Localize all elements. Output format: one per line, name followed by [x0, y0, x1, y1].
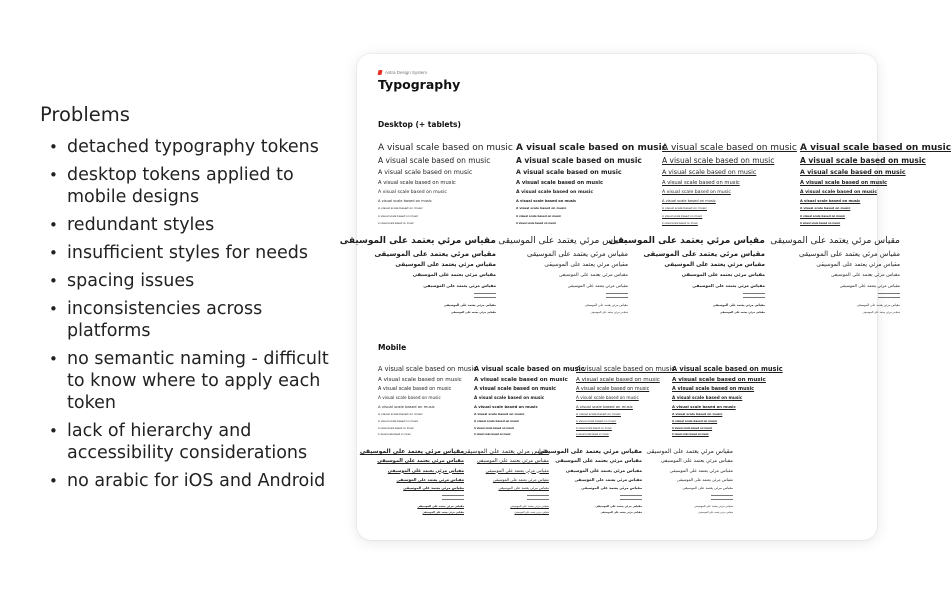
type-sample: مقياس مرئي يعتمد على الموسيقى [799, 250, 900, 258]
type-sample: A visual scale based on music [378, 213, 419, 218]
type-sample: مقياس مرئي يعتمد على الموسيقى [498, 236, 628, 246]
type-sample: A visual scale based on music [662, 180, 740, 186]
type-sample: مقياس مرئي يعتمد على الموسيقى [712, 303, 765, 307]
type-sample: مقياس مرئي يعتمد على الموسيقى [567, 283, 628, 288]
type-sample: A visual scale based on music [662, 199, 716, 203]
problem-item: • lack of hierarchy and accessibility considerations [40, 420, 330, 464]
problems-panel [40, 103, 330, 498]
type-sample: مقياس مرئي يعتمد على الموسيقى [359, 448, 464, 455]
type-sample: مقياس مرئي يعتمد على الموسيقى [417, 504, 464, 508]
mobile-section-title: Mobile [378, 343, 407, 352]
typography-document-card [339, 54, 951, 540]
divider [442, 495, 464, 496]
divider [878, 293, 900, 294]
type-sample: A visual scale based on music [378, 206, 423, 210]
type-sample: مقياس مرئي يعتمد على الموسيقى [492, 476, 549, 482]
type-sample: A visual scale based on music [576, 386, 650, 392]
arabic-type-scale [647, 447, 733, 517]
type-sample: A visual scale based on music [662, 169, 757, 176]
divider [442, 499, 464, 500]
brand-logo-icon [377, 70, 382, 75]
type-sample: مقياس مرئي يعتمد على الموسيقى [646, 448, 733, 455]
type-sample: مقياس مرئي يعتمد على الموسيقى [339, 236, 496, 246]
type-sample: A visual scale based on music [378, 433, 411, 436]
type-sample: مقياس مرئي يعتمد على الموسيقى [374, 250, 496, 258]
type-sample: A visual scale based on music [516, 190, 594, 195]
type-sample: A visual scale based on music [576, 377, 660, 383]
divider [711, 499, 733, 500]
type-sample: A visual scale based on music [378, 427, 414, 430]
type-sample: A visual scale based on music [576, 427, 612, 430]
type-sample: A visual scale based on music [672, 403, 736, 409]
type-sample: مقياس مرئي يعتمد على الموسيقى [537, 448, 642, 455]
type-sample: مقياس مرئي يعتمد على الموسيقى [676, 476, 733, 482]
type-sample: A visual scale based on music [576, 411, 621, 416]
type-sample: A visual scale based on music [516, 169, 622, 176]
type-sample: A visual scale based on music [378, 221, 414, 225]
type-sample: A visual scale based on music [474, 365, 585, 373]
type-sample: A visual scale based on music [662, 190, 731, 195]
divider [527, 495, 549, 496]
divider [711, 495, 733, 496]
type-sample: A visual scale based on music [800, 169, 906, 176]
type-sample: A visual scale based on music [378, 395, 441, 400]
type-sample: مقياس مرئي يعتمد على الموسيقى [856, 303, 900, 307]
type-sample: مقياس مرئي يعتمد على الموسيقى [681, 273, 765, 278]
type-sample: مقياس مرئي يعتمد على الموسيقى [574, 476, 642, 482]
type-sample: مقياس مرئي يعتمد على الموسيقى [565, 468, 642, 474]
type-sample: A visual scale based on music [516, 206, 567, 210]
type-sample: مقياس مرئي يعتمد على الموسيقى [581, 486, 642, 490]
problem-item: • desktop tokens applied to mobile designs [40, 164, 330, 208]
type-sample: مقياس مرئي يعتمد على الموسيقى [694, 504, 733, 508]
type-sample: A visual scale based on music [378, 411, 423, 416]
type-sample: مقياس مرئي يعتمد على الموسيقى [816, 262, 900, 268]
type-sample: A visual scale based on music [474, 419, 520, 423]
type-sample: A visual scale based on music [378, 143, 513, 153]
type-sample: A visual scale based on music [672, 377, 766, 383]
type-sample: مقياس مرئي يعتمد على الموسيقى [485, 468, 549, 474]
type-sample: مقياس مرئي يعتمد على الموسيقى [412, 273, 496, 278]
type-sample: مقياس مرئي يعتمد على الموسيقى [660, 458, 733, 464]
problems-heading: Problems [40, 103, 130, 126]
type-sample: مقياس مرئي يعتمد على الموسيقى [698, 511, 733, 514]
type-sample: A visual scale based on music [576, 433, 609, 436]
type-sample: A visual scale based on music [378, 377, 462, 383]
document-content [339, 54, 951, 540]
type-sample: مقياس مرئي يعتمد على الموسيقى [862, 311, 900, 314]
arabic-type-scale [359, 447, 464, 517]
divider [743, 297, 765, 298]
type-sample: A visual scale based on music [800, 190, 878, 195]
type-sample: مقياس مرئي يعتمد على الموسيقى [527, 250, 628, 258]
type-sample: A visual scale based on music [474, 411, 525, 416]
arabic-type-scale [608, 234, 765, 316]
type-sample: A visual scale based on music [516, 199, 577, 203]
divider [620, 499, 642, 500]
type-sample: مقياس مرئي يعتمد على الموسيقى [462, 448, 549, 455]
type-sample: A visual scale based on music [576, 365, 675, 373]
type-sample: مقياس مرئي يعتمد على الموسيقى [422, 511, 464, 514]
type-sample: مقياس مرئي يعتمد على الموسيقى [377, 458, 464, 464]
type-sample: A visual scale based on music [672, 365, 783, 373]
type-sample: مقياس مرئي يعتمد على الموسيقى [830, 273, 900, 278]
type-sample: A visual scale based on music [474, 386, 557, 392]
arabic-type-scale [462, 447, 549, 517]
desktop-section-title: Desktop (+ tablets) [378, 120, 461, 129]
arabic-type-scale [770, 234, 900, 316]
type-sample: مقياس مرئي يعتمد على الموسيقى [643, 250, 765, 258]
type-sample: A visual scale based on music [800, 213, 846, 218]
type-sample: A visual scale based on music [516, 143, 668, 153]
type-sample: A visual scale based on music [576, 419, 617, 423]
type-sample: مقياس مرئي يعتمد على الموسيقى [555, 458, 642, 464]
type-sample: مقياس مرئي يعتمد على الموسيقى [770, 236, 900, 246]
type-sample: A visual scale based on music [516, 156, 642, 165]
english-type-scale [474, 364, 585, 439]
type-sample: A visual scale based on music [800, 180, 888, 186]
problem-item: • redundant styles [40, 214, 330, 236]
type-sample: مقياس مرئي يعتمد على الموسيقى [590, 311, 628, 314]
type-sample: A visual scale based on music [662, 143, 797, 153]
type-sample: A visual scale based on music [474, 427, 515, 430]
type-sample: A visual scale based on music [378, 386, 452, 392]
type-sample: A visual scale based on music [474, 377, 568, 383]
type-sample: مقياس مرئي يعتمد على الموسيقى [498, 486, 549, 490]
divider [527, 499, 549, 500]
type-sample: A visual scale based on music [800, 143, 951, 153]
type-sample: مقياس مرئي يعتمد على الموسيقى [387, 468, 464, 474]
type-sample: A visual scale based on music [672, 433, 709, 436]
type-sample: A visual scale based on music [672, 427, 713, 430]
divider [606, 293, 628, 294]
type-sample: مقياس مرئي يعتمد على الموسيقى [669, 468, 733, 474]
type-sample: A visual scale based on music [800, 156, 926, 165]
type-sample: مقياس مرئي يعتمد على الموسيقى [719, 311, 765, 314]
problems-list [40, 136, 330, 492]
divider [606, 297, 628, 298]
type-sample: A visual scale based on music [474, 433, 511, 436]
type-sample: A visual scale based on music [800, 221, 841, 225]
english-type-scale [516, 142, 667, 227]
divider [474, 293, 496, 294]
english-type-scale [800, 142, 951, 227]
type-sample: مقياس مرئي يعتمد على الموسيقى [682, 486, 733, 490]
type-sample: A visual scale based on music [516, 213, 562, 218]
type-sample: مقياس مرئي يعتمد على الموسيقى [423, 283, 496, 288]
type-sample: A visual scale based on music [378, 180, 456, 186]
problem-item: • no arabic for iOS and Android [40, 470, 330, 492]
type-sample: مقياس مرئي يعتمد على الموسيقى [664, 262, 765, 268]
type-sample: مقياس مرئي يعتمد على الموسيقى [692, 283, 765, 288]
type-sample: A visual scale based on music [672, 411, 723, 416]
type-sample: A visual scale based on music [662, 156, 775, 165]
type-sample: مقياس مرئي يعتمد على الموسيقى [476, 458, 549, 464]
type-sample: مقياس مرئي يعتمد على الموسيقى [544, 262, 628, 268]
type-sample: A visual scale based on music [800, 199, 861, 203]
type-sample: مقياس مرئي يعتمد على الموسيقى [450, 311, 496, 314]
type-sample: A visual scale based on music [516, 180, 604, 186]
type-sample: A visual scale based on music [576, 395, 639, 400]
problem-item: • spacing issues [40, 270, 330, 292]
brand-name: Astra Design System [385, 70, 428, 75]
problem-item: • no semantic naming - difficult to know where to apply each token [40, 348, 330, 414]
divider [878, 297, 900, 298]
type-sample: مقياس مرئي يعتمد على الموسيقى [514, 511, 549, 514]
type-sample: A visual scale based on music [672, 395, 743, 400]
type-sample: A visual scale based on music [378, 169, 473, 176]
type-sample: A visual scale based on music [672, 419, 718, 423]
type-sample: مقياس مرئي يعتمد على الموسيقى [396, 476, 464, 482]
type-sample: A visual scale based on music [662, 221, 698, 225]
type-sample: مقياس مرئي يعتمد على الموسيقى [595, 504, 642, 508]
type-sample: مقياس مرئي يعتمد على الموسيقى [584, 303, 628, 307]
type-sample: A visual scale based on music [800, 206, 851, 210]
problem-item: • insufficient styles for needs [40, 242, 330, 264]
divider [620, 495, 642, 496]
type-sample: A visual scale based on music [662, 213, 703, 218]
brand-header [378, 70, 427, 75]
english-type-scale [378, 142, 513, 227]
type-sample: مقياس مرئي يعتمد على الموسيقى [600, 511, 642, 514]
type-sample: A visual scale based on music [378, 365, 477, 373]
arabic-type-scale [537, 447, 642, 517]
english-type-scale [576, 364, 675, 439]
type-sample: A visual scale based on music [378, 419, 419, 423]
type-sample: مقياس مرئي يعتمد على الموسيقى [443, 303, 496, 307]
divider [743, 293, 765, 294]
english-type-scale [378, 364, 477, 439]
divider [474, 297, 496, 298]
type-sample: مقياس مرئي يعتمد على الموسيقى [608, 236, 765, 246]
type-sample: A visual scale based on music [672, 386, 755, 392]
document-title: Typography [378, 77, 461, 92]
type-sample: A visual scale based on music [474, 403, 538, 409]
type-sample: A visual scale based on music [516, 221, 557, 225]
type-sample: مقياس مرئي يعتمد على الموسيقى [510, 504, 549, 508]
type-sample: A visual scale based on music [378, 156, 491, 165]
problem-item: • inconsistencies across platforms [40, 298, 330, 342]
type-sample: A visual scale based on music [378, 403, 435, 409]
type-sample: A visual scale based on music [576, 403, 633, 409]
type-sample: مقياس مرئي يعتمد على الموسيقى [403, 486, 464, 490]
english-type-scale [662, 142, 797, 227]
type-sample: A visual scale based on music [378, 199, 432, 203]
type-sample: مقياس مرئي يعتمد على الموسيقى [558, 273, 628, 278]
english-type-scale [672, 364, 783, 439]
arabic-type-scale [339, 234, 496, 316]
type-sample: مقياس مرئي يعتمد على الموسيقى [839, 283, 900, 288]
type-sample: مقياس مرئي يعتمد على الموسيقى [395, 262, 496, 268]
type-sample: A visual scale based on music [378, 190, 447, 195]
problem-item: • detached typography tokens [40, 136, 330, 158]
type-sample: A visual scale based on music [474, 395, 545, 400]
type-sample: A visual scale based on music [662, 206, 707, 210]
